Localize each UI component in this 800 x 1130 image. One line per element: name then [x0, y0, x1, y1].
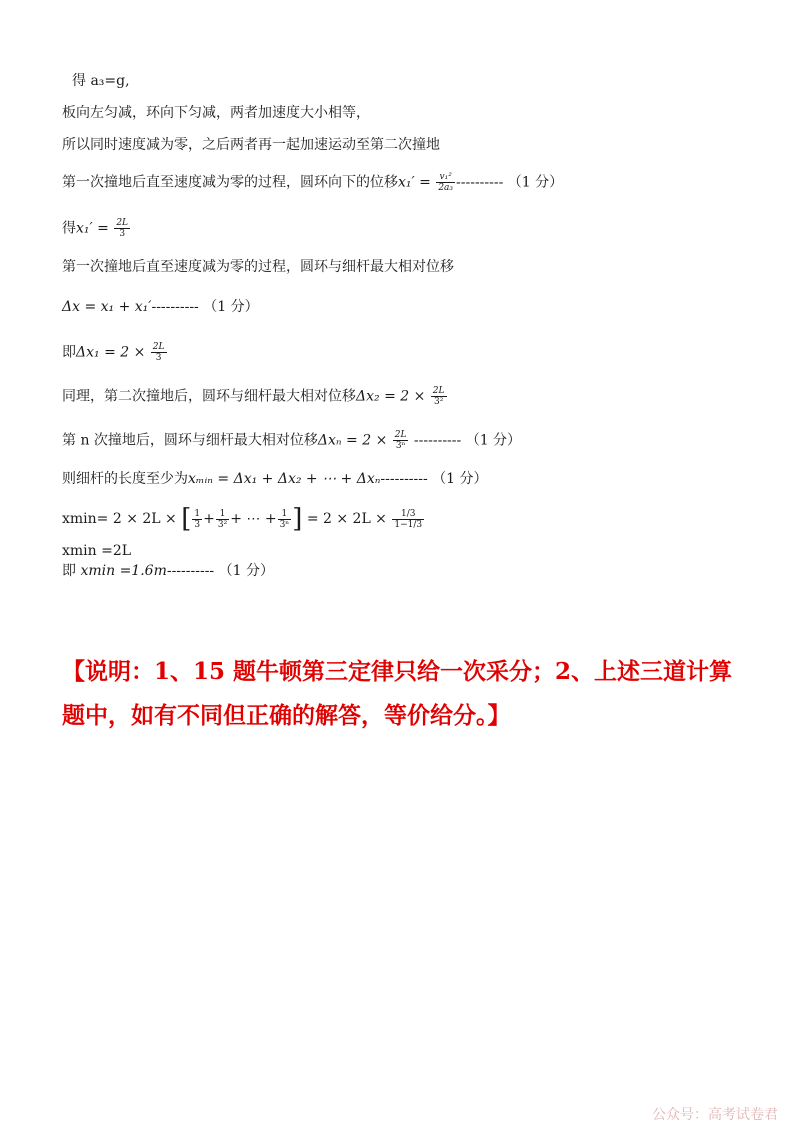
line-delta-x: Δx = x₁ + x₁′---------- （1 分） — [62, 299, 259, 315]
line-xmin-2L: xmin =2L — [62, 543, 132, 559]
line-deceleration: 板向左匀减，环向下匀减，两者加速度大小相等， — [62, 105, 370, 121]
line-xmin-value: 即 xmin =1.6m---------- （1 分） — [62, 563, 274, 579]
fraction-1-over-3: $\frac{1}{3}$ — [194, 508, 201, 530]
line-delta-x2: 同理，第二次撞地后，圆环与细杆最大相对位移Δx₂ = 2 × $\frac{2L}{\text{3²}}$ — [62, 386, 445, 407]
line-delta-xn: 第 n 次撞地后，圆环与细杆最大相对位移Δxₙ = 2 × $\frac{2L}{\text{3ⁿ}}$ ---------- （1 分） — [62, 430, 522, 451]
fraction-2L-over-3-b: $\frac{2L}{3}$ — [152, 342, 165, 363]
fraction-2L-over-3n: $\frac{2L}{\text{3ⁿ}}$ — [394, 430, 407, 451]
line-xmin-sum: 则细杆的长度至少为xₘᵢₙ = Δx₁ + Δx₂ + ⋯ + Δxₙ---------- （1 分） — [62, 471, 488, 487]
line-second-impact: 所以同时速度减为零，之后两者再一起加速运动至第二次撞地 — [62, 137, 440, 153]
fraction-geometric-sum: $\frac{1/3}{1-1/3}$ — [394, 508, 423, 530]
watermark: 公众号：高考试卷君 — [652, 1107, 778, 1123]
line-ring-displacement: 第一次撞地后直至速度减为零的过程，圆环向下的位移x₁′ = $\frac{\text{v₁²}}{\text{2a₃}}$ ---------- （1 分） — [62, 172, 564, 193]
fraction-1-over-3n: $\frac{1}{\text{3ⁿ}}$ — [279, 508, 290, 530]
fraction-v1-over-2a3: $\frac{\text{v₁²}}{\text{2a₃}}$ — [438, 172, 454, 193]
line-max-relative-displacement: 第一次撞地后直至速度减为零的过程，圆环与细杆最大相对位移 — [62, 259, 454, 275]
fraction-1-over-3sq: $\frac{1}{\text{3²}}$ — [217, 508, 228, 530]
grading-note: 【说明：1、15 题牛顿第三定律只给一次采分；2、上述三道计算题中，如有不同但正确的解答，等价给分。】 — [62, 658, 733, 729]
fraction-2L-over-3sq: $\frac{2L}{\text{3²}}$ — [432, 386, 445, 407]
line-x1-result: 得x₁′ = $\frac{2L}{3}$ — [62, 218, 129, 239]
line-xmin-series: xmin= 2 × 2L × [ $\frac{1}{3}$ + $\frac{1}{\text{3²}}$ + ⋯ + $\frac{1}{\text{3ⁿ}}$ ] = 2 × 2L × $\frac{1/3}{1-1/3}$ — [62, 504, 423, 534]
line-a3-equals-g: 得 a₃=g, — [72, 73, 130, 89]
line-delta-x1: 即Δx₁ = 2 × $\frac{2L}{3}$ — [62, 342, 165, 363]
fraction-2L-over-3: $\frac{2L}{3}$ — [116, 218, 129, 239]
